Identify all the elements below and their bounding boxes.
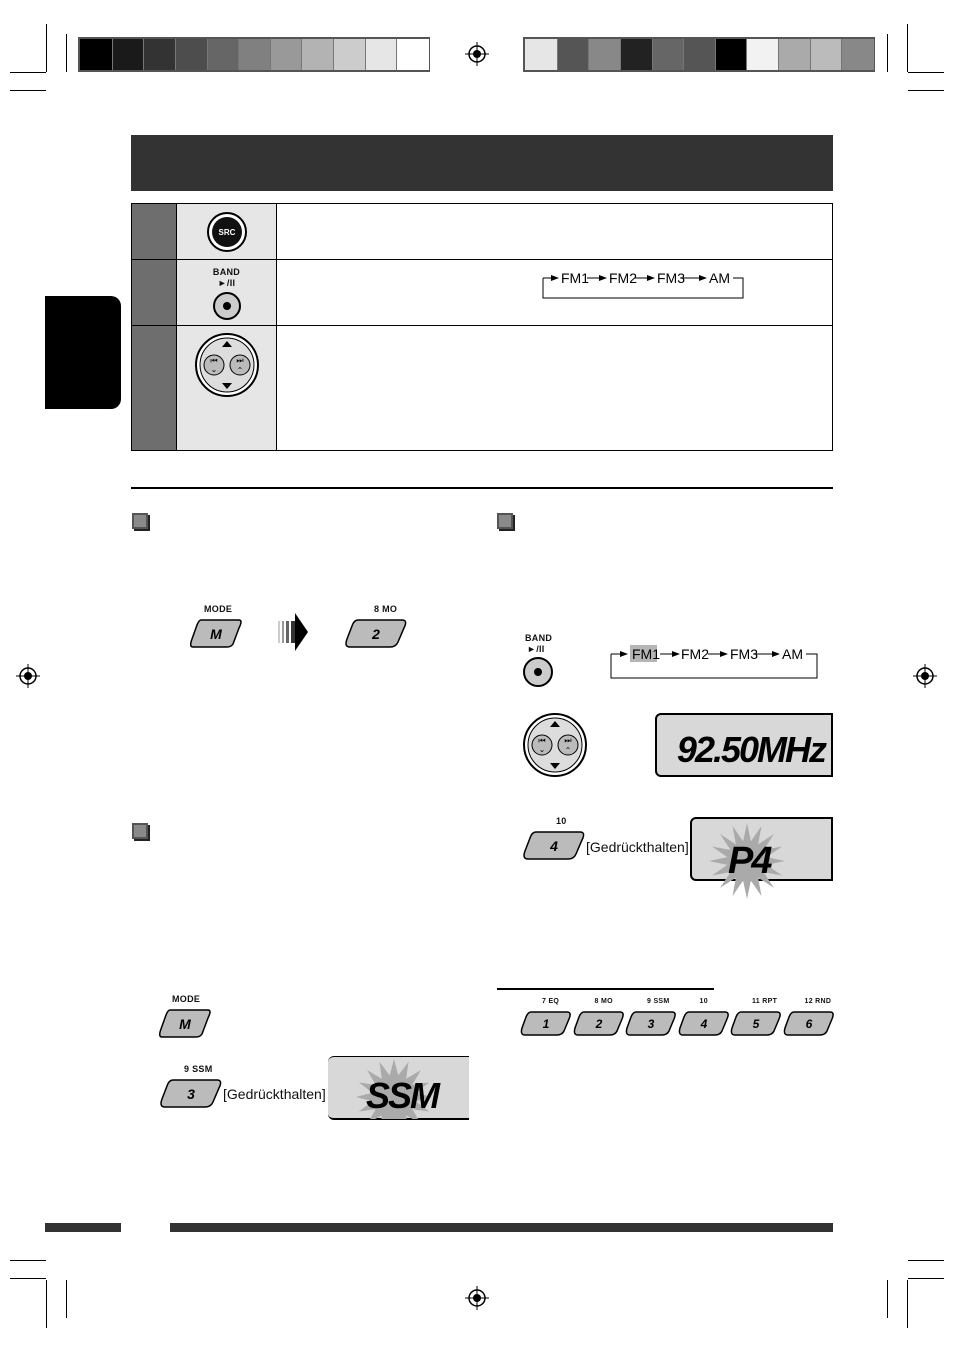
mode-key-label: MODE xyxy=(172,994,201,1004)
flow-item: FM3 xyxy=(730,646,758,662)
color-swatch xyxy=(652,39,685,70)
registration-mark-icon xyxy=(913,664,937,688)
language-side-tab xyxy=(45,296,121,409)
section-divider xyxy=(131,487,833,489)
step-row-seek xyxy=(132,326,833,451)
preset-1-button[interactable] xyxy=(520,1010,572,1036)
svg-text:⏭: ⏭ xyxy=(235,356,244,365)
color-calibration-bar-right xyxy=(523,37,875,72)
preset-3-key: 3 xyxy=(187,1086,195,1102)
mode-button-key: M xyxy=(210,626,222,642)
color-swatch xyxy=(396,39,429,70)
registration-mark-icon xyxy=(465,42,489,66)
flow-item-selected: FM1 xyxy=(632,646,660,662)
band-button-icon xyxy=(522,656,554,688)
color-swatch xyxy=(112,39,145,70)
preset-1-key: 1 xyxy=(542,1017,550,1031)
svg-text:⏮: ⏮ xyxy=(209,356,218,365)
next-step-arrow-icon xyxy=(278,613,308,651)
mode-key-label: MODE xyxy=(204,604,233,614)
subsection-marker xyxy=(497,513,513,529)
flow-item: AM xyxy=(709,270,730,286)
svg-text:⏭: ⏭ xyxy=(564,736,572,745)
section-title-bar xyxy=(131,135,833,191)
preset-3-label: 9 SSM xyxy=(647,998,670,1005)
control-dial-icon xyxy=(522,712,588,778)
color-swatch xyxy=(557,39,590,70)
ssm-display xyxy=(328,1056,469,1120)
step-text-cell xyxy=(277,204,833,260)
color-swatch xyxy=(683,39,716,70)
preset-6-button[interactable] xyxy=(783,1010,835,1036)
footer-bar-right xyxy=(170,1223,833,1232)
band-label: BAND xyxy=(212,266,241,277)
play-pause-label: ►/II xyxy=(527,644,545,654)
preset-4-key: 4 xyxy=(700,1017,707,1031)
band-button-icon xyxy=(212,291,242,321)
hold-instruction: [Gedrückthalten] xyxy=(223,1086,326,1102)
step-row-source xyxy=(132,204,833,260)
color-swatch xyxy=(143,39,176,70)
step-icon-cell xyxy=(177,260,277,326)
step-number-cell xyxy=(132,326,177,451)
svg-text:⌄: ⌄ xyxy=(538,745,546,754)
color-swatch xyxy=(588,39,621,70)
step-row-band xyxy=(132,260,833,326)
preset-2-label: 8 MO xyxy=(374,604,398,614)
preset-4-button-icon xyxy=(522,830,586,860)
color-calibration-bar-left xyxy=(78,37,430,72)
control-dial-icon xyxy=(194,332,260,398)
flow-item: AM xyxy=(782,646,803,662)
band-flow-diagram xyxy=(537,268,747,304)
svg-text:⏮: ⏮ xyxy=(538,736,546,745)
hold-instruction: [Gedrückthalten] xyxy=(586,839,689,855)
preset-3-button-icon xyxy=(159,1078,223,1108)
src-button-label: SRC xyxy=(218,227,235,237)
band-label: BAND xyxy=(525,633,553,643)
flow-item: FM1 xyxy=(561,270,589,286)
preset-display-text: P4 xyxy=(728,840,771,882)
flow-item: FM2 xyxy=(609,270,637,286)
color-swatch xyxy=(301,39,334,70)
footer-bar-left xyxy=(45,1223,121,1232)
svg-text:⌃: ⌃ xyxy=(236,366,243,375)
color-swatch xyxy=(80,39,112,70)
preset-4-button[interactable] xyxy=(678,1010,730,1036)
src-button-icon xyxy=(205,210,249,254)
flow-item: FM2 xyxy=(681,646,709,662)
preset-1-label: 7 EQ xyxy=(542,998,560,1005)
preset-2-key: 2 xyxy=(372,626,380,642)
preset-4-label: 10 xyxy=(699,998,708,1005)
color-swatch xyxy=(207,39,240,70)
preset-3-key: 3 xyxy=(647,1017,655,1031)
color-swatch xyxy=(810,39,843,70)
preset-4-key: 4 xyxy=(550,838,558,854)
preset-6-label: 12 RND xyxy=(804,998,832,1005)
mode-button-key: M xyxy=(179,1016,191,1032)
svg-text:⌃: ⌃ xyxy=(564,746,572,755)
ssm-display-text: SSM xyxy=(366,1075,439,1116)
step-icon-cell xyxy=(177,326,277,451)
color-swatch xyxy=(175,39,208,70)
preset-5-label: 11 RPT xyxy=(752,998,778,1005)
step-icon-cell xyxy=(177,204,277,260)
color-swatch xyxy=(620,39,653,70)
color-swatch xyxy=(525,39,557,70)
subsection-marker xyxy=(132,513,148,529)
preset-3-label: 9 SSM xyxy=(184,1064,213,1074)
color-swatch xyxy=(746,39,779,70)
preset-5-button[interactable] xyxy=(730,1010,782,1036)
color-swatch xyxy=(841,39,874,70)
step-text-cell xyxy=(277,260,833,326)
step-text-cell xyxy=(277,326,833,451)
preset-2-button-icon xyxy=(344,618,408,648)
preset-4-label: 10 xyxy=(556,816,567,826)
color-swatch xyxy=(333,39,366,70)
preset-2-label: 8 MO xyxy=(594,998,613,1005)
color-swatch xyxy=(715,39,748,70)
mode-button-icon xyxy=(189,618,243,648)
svg-text:⌄: ⌄ xyxy=(210,365,217,374)
flow-item: FM3 xyxy=(657,270,685,286)
registration-mark-icon xyxy=(16,664,40,688)
preset-5-key: 5 xyxy=(752,1017,760,1031)
step-number-cell xyxy=(132,260,177,326)
preset-3-button[interactable] xyxy=(625,1010,677,1036)
preset-2-button[interactable] xyxy=(573,1010,625,1036)
play-pause-label: ►/II xyxy=(217,277,236,288)
subsection-marker xyxy=(132,823,148,839)
frequency-display xyxy=(655,713,833,777)
preset-row-rule xyxy=(497,988,714,990)
registration-mark-icon xyxy=(465,1286,489,1310)
step-number-cell xyxy=(132,204,177,260)
color-swatch xyxy=(238,39,271,70)
color-swatch xyxy=(270,39,303,70)
band-flow-diagram xyxy=(608,642,820,682)
preset-6-key: 6 xyxy=(805,1017,812,1031)
color-swatch xyxy=(365,39,398,70)
steps-table xyxy=(131,203,833,451)
preset-2-key: 2 xyxy=(595,1017,602,1031)
color-swatch xyxy=(778,39,811,70)
frequency-display-text: 92.50MHz xyxy=(676,729,825,770)
mode-button-icon xyxy=(158,1008,212,1038)
